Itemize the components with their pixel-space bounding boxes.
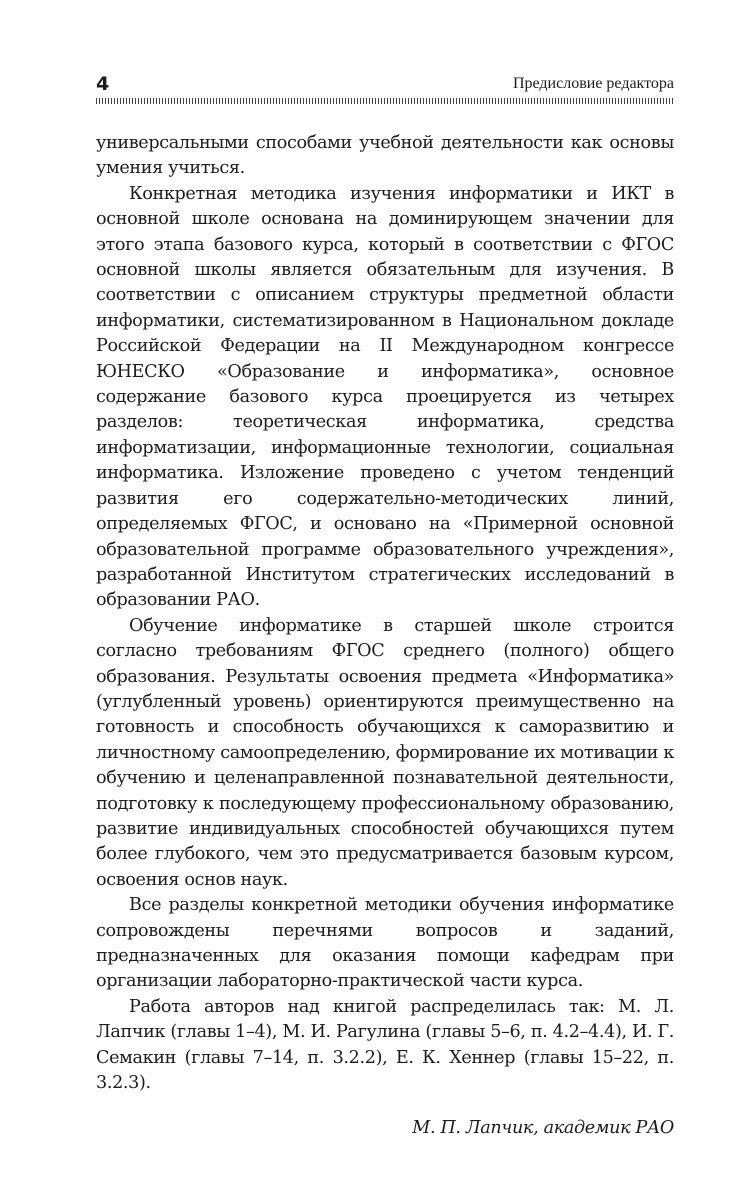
paragraph-sections: Все разделы конкретной методики обучения информатике сопровождены перечнями вопросов и заданий, предназначенных для оказания помощи кафедрам при организации лабораторно-практической части курса. [96,895,674,992]
body-text [96,131,674,1142]
paragraph-authors: Работа авторов над книгой распределилась так: М. Л. Лапчик (главы 1–4), М. И. Рагулина (главы 5–6, п. 4.2–4.4), И. Г. Семакин (главы 7–14, п. 3.2.2), Е. К. Хеннер (главы 15–22, п. 3.2.3). [96,996,674,1094]
header-rule [96,98,674,104]
running-title: Предисловие редактора [512,75,674,92]
editor-signature: М. П. Лапчик, академик РАО [412,1118,674,1139]
running-header [96,72,674,96]
page-number: 4 [96,73,110,95]
paragraph-methodology: Конкретная методика изучения информатики и ИКТ в основной школе основана на доминирующем значении для этого этапа базового курса, который в соответствии с ФГОС основной школы является обязательным для изучения. В соответствии с описанием структуры предметной области информатики, систематизированном в Национальном докладе Российской Федерации на II Международном конгрессе ЮНЕСКО «Образование и информатика», основное содержание базового курса проецируется из четырех разделов: теоретическая информатика, средства информатизации, информационные технологии, социальная информатика. Изложение проведено с учетом тенденций развития его содержательно-методических линий, определяемых ФГОС, и основано на «Примерной основной образовательной программе образовательного учреждения», разработанной Институтом стратегических исследований в образовании РАО. [96,183,674,611]
paragraph-senior-school: Обучение информатике в старшей школе строится согласно требованиям ФГОС среднего (полного) общего образования. Результаты освоения предмета «Информатика» (углубленный уровень) ориентируются преимущественно на готовность и способность обучающихся к саморазвитию и личностному самоопределению, формирование их мотивации к обучению и целенаправленной познавательной деятельности, подготовку к последующему профессиональному образованию, развитие индивидуальных способностей обучающихся путем более глубокого, чем это предусматривается базовым курсом, освоения основ наук. [96,615,674,890]
paragraph-continuation: универсальными способами учебной деятельности как основы умения учиться. [96,133,674,179]
